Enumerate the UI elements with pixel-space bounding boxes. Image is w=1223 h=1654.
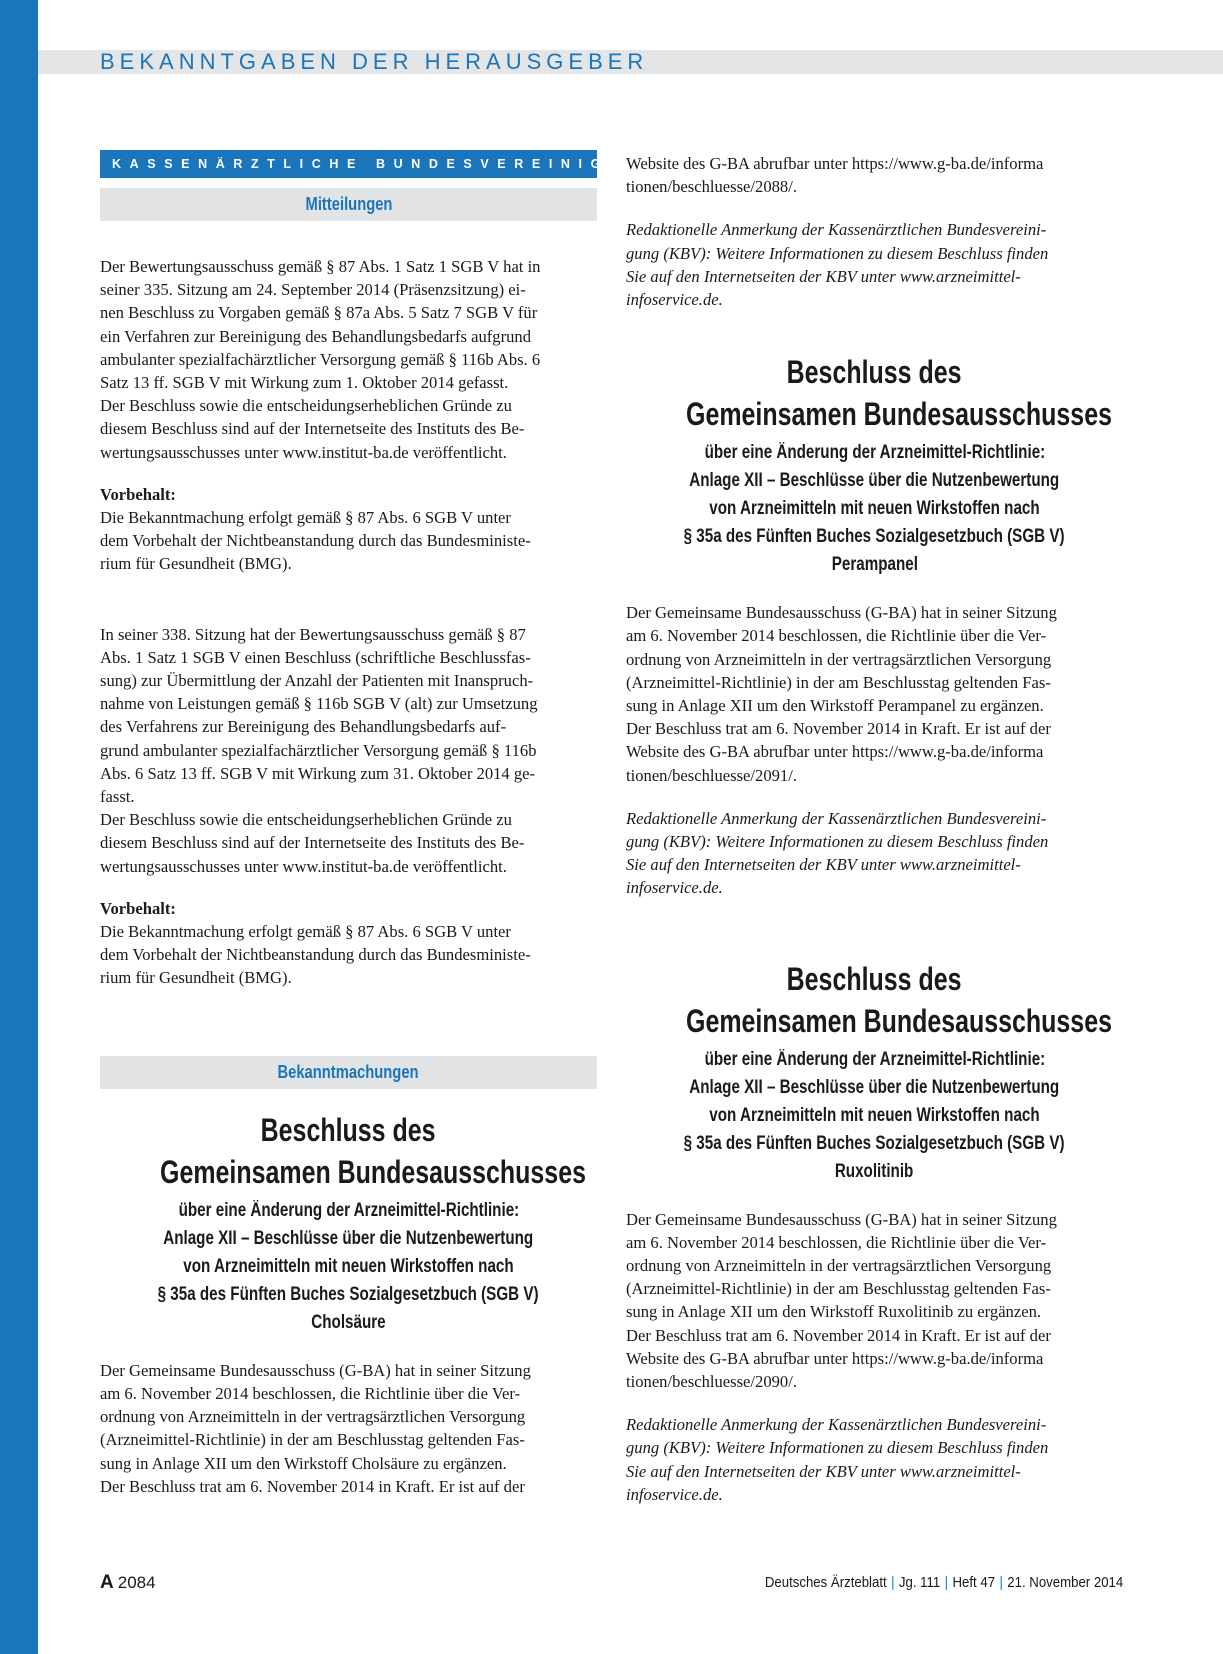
text-line: Der Gemeinsame Bundesausschuss (G-BA) hat in seiner Sitzung: [100, 1360, 531, 1380]
text-line: tionen/beschluesse/2088/.: [626, 177, 797, 197]
beschluss-subtitle: über eine Änderung der Arzneimittel-Richtlinie: Anlage XII – Beschlüsse über die Nutzenbewertung von Arzneimitteln mit neuen Wirkstoffen nach § 35a des Fünften Buches Sozialgesetzbuch (SGB V) Perampanel: [684, 442, 1065, 576]
beschluss-title: Gemeinsamen Bundesausschusses: [160, 1153, 586, 1190]
beschluss-cholsaeure: [100, 1109, 597, 1498]
page-prefix: A: [100, 1572, 114, 1593]
text-line: Der Beschluss sowie die entscheidungserheblichen Gründe zu: [100, 810, 512, 830]
text-line: Der Beschluss trat am 6. November 2014 in Kraft. Er ist auf der: [626, 719, 1051, 739]
left-column: [100, 150, 663, 1498]
mitteilung-1: [100, 255, 597, 464]
footer-separator: |: [999, 1574, 1003, 1591]
bekanntmachungen-heading: Bekanntmachungen: [100, 1056, 597, 1089]
text-line: diesem Beschluss sind auf der Internetseite des Instituts des Be-: [100, 833, 525, 853]
beschluss-ruxolitinib: [626, 958, 1123, 1506]
text-line: (Arzneimittel-Richtlinie) in der am Beschlusstag geltenden Fas-: [626, 672, 1051, 692]
journal-name: Deutsches Ärzteblatt: [764, 1574, 887, 1591]
beschluss-body: [100, 1359, 597, 1498]
text-line: wertungsausschusses unter www.institut-ba.de veröffentlicht.: [100, 442, 507, 462]
text-line: ambulanter spezialfachärztlicher Versorgung gemäß § 116b Abs. 6: [100, 349, 541, 369]
beschluss-perampanel: [626, 351, 1123, 899]
text-line: am 6. November 2014 beschlossen, die Richtlinie über die Ver-: [100, 1383, 521, 1403]
kbv-bar: KASSENÄRZTLICHE BUNDESVEREINIGUNG: [100, 150, 597, 178]
vorbehalt-label: Vorbehalt:: [100, 484, 176, 504]
text-line: fasst.: [100, 787, 135, 807]
text-line: wertungsausschusses unter www.institut-ba.de veröffentlicht.: [100, 856, 507, 876]
vorbehalt-2: [100, 897, 597, 990]
continuation: [626, 152, 1123, 198]
text-line: Der Beschluss sowie die entscheidungserheblichen Gründe zu: [100, 396, 512, 416]
text-line: tionen/beschluesse/2090/.: [626, 1372, 797, 1392]
footer-separator: |: [944, 1574, 948, 1591]
beschluss-title: Beschluss des: [787, 960, 962, 997]
text-line: ordnung von Arzneimitteln in der vertragsärztlichen Versorgung: [100, 1407, 526, 1427]
beschluss-title: Beschluss des: [787, 354, 962, 391]
text-line: Abs. 1 Satz 1 SGB V einen Beschluss (schriftliche Beschlussfas-: [100, 647, 531, 667]
text-line: Der Bewertungsausschuss gemäß § 87 Abs. 1 Satz 1 SGB V hat in: [100, 257, 541, 276]
text-line: Die Bekanntmachung erfolgt gemäß § 87 Abs. 6 SGB V unter: [100, 508, 511, 528]
text-line: ein Verfahren zur Bereinigung des Behandlungsbedarfs aufgrund: [100, 326, 531, 346]
beschluss-title: Beschluss des: [261, 1111, 436, 1148]
vorbehalt-label: Vorbehalt:: [100, 898, 176, 918]
section-title: BEKANNTGABEN DER HERAUSGEBER: [100, 49, 649, 74]
text-line: Die Bekanntmachung erfolgt gemäß § 87 Abs. 6 SGB V unter: [100, 922, 511, 942]
page-number-value: 2084: [117, 1573, 156, 1592]
issue-date: 21. November 2014: [1007, 1574, 1123, 1591]
journal-volume: Jg. 111: [898, 1574, 941, 1591]
text-line: Abs. 6 Satz 13 ff. SGB V mit Wirkung zum 31. Oktober 2014 ge-: [100, 763, 536, 783]
text-line: sung in Anlage XII um den Wirkstoff Cholsäure zu ergänzen.: [100, 1453, 507, 1473]
text-line: Website des G-BA abrufbar unter https://www.g-ba.de/informa: [626, 742, 1044, 762]
text-line: Website des G-BA abrufbar unter https://www.g-ba.de/informa: [626, 1348, 1044, 1368]
text-line: grund ambulanter spezialfachärztlicher Versorgung gemäß § 116b: [100, 740, 537, 760]
text-line: Der Beschluss trat am 6. November 2014 in Kraft. Er ist auf der: [626, 1325, 1051, 1345]
text-line: des Verfahrens zur Bereinigung des Behandlungsbedarfs auf-: [100, 717, 507, 737]
editorial-note-1: Redaktionelle Anmerkung der Kassenärztlichen Bundesvereini- gung (KBV): Weitere Informationen zu diesem Beschluss finden Sie auf den Internetseiten der KBV unter www.arzneimittel- infoservice.de.: [626, 220, 1049, 310]
text-line: diesem Beschluss sind auf der Internetseite des Instituts des Be-: [100, 419, 525, 439]
beschluss-subtitle: über eine Änderung der Arzneimittel-Richtlinie: Anlage XII – Beschlüsse über die Nutzenbewertung von Arzneimitteln mit neuen Wirkstoffen nach § 35a des Fünften Buches Sozialgesetzbuch (SGB V) Cholsäure: [158, 1199, 539, 1333]
text-line: rium für Gesundheit (BMG).: [100, 968, 292, 988]
text-line: am 6. November 2014 beschlossen, die Richtlinie über die Ver-: [626, 626, 1047, 646]
text-line: nahme von Leistungen gemäß § 116b SGB V (alt) zur Umsetzung: [100, 694, 538, 714]
text-line: sung in Anlage XII um den Wirkstoff Perampanel zu ergänzen.: [626, 696, 1044, 716]
text-line: tionen/beschluesse/2091/.: [626, 765, 797, 785]
beschluss-title: Gemeinsamen Bundesausschusses: [686, 396, 1112, 433]
text-line: In seiner 338. Sitzung hat der Bewertungsausschuss gemäß § 87: [100, 624, 526, 644]
text-line: dem Vorbehalt der Nichtbeanstandung durch das Bundesministe-: [100, 531, 531, 551]
editorial-note-3: Redaktionelle Anmerkung der Kassenärztlichen Bundesvereini- gung (KBV): Weitere Informationen zu diesem Beschluss finden Sie auf den Internetseiten der KBV unter www.arzneimittel- infoservice.de.: [626, 1415, 1049, 1504]
footer-separator: |: [890, 1574, 895, 1591]
text-line: Der Gemeinsame Bundesausschuss (G-BA) hat in seiner Sitzung: [626, 603, 1057, 623]
text-line: Satz 13 ff. SGB V mit Wirkung zum 1. Oktober 2014 gefasst.: [100, 373, 509, 393]
left-accent-bar: [0, 0, 38, 1654]
text-line: ordnung von Arzneimitteln in der vertragsärztlichen Versorgung: [626, 649, 1052, 669]
text-line: sung in Anlage XII um den Wirkstoff Ruxolitinib zu ergänzen.: [626, 1302, 1042, 1322]
mitteilungen-heading: Mitteilungen: [100, 188, 597, 221]
text-line: sung) zur Übermittlung der Anzahl der Patienten mit Inanspruch-: [100, 671, 534, 691]
mitteilung-2: [100, 623, 597, 878]
text-line: dem Vorbehalt der Nichtbeanstandung durch das Bundesministe-: [100, 945, 531, 965]
text-line: ordnung von Arzneimitteln in der vertragsärztlichen Versorgung: [626, 1256, 1052, 1276]
beschluss-body: [626, 601, 1123, 787]
editorial-note-2: Redaktionelle Anmerkung der Kassenärztlichen Bundesvereini- gung (KBV): Weitere Informationen zu diesem Beschluss finden Sie auf den Internetseiten der KBV unter www.arzneimittel- infoservice.de.: [626, 808, 1049, 898]
vorbehalt-1: [100, 483, 597, 576]
footer-citation: [765, 1574, 1123, 1591]
text-line: nen Beschluss zu Vorgaben gemäß § 87a Abs. 5 Satz 7 SGB V für: [100, 303, 538, 323]
text-line: (Arzneimittel-Richtlinie) in der am Beschlusstag geltenden Fas-: [626, 1279, 1051, 1299]
text-line: seiner 335. Sitzung am 24. September 2014 (Präsenzsitzung) ei-: [100, 280, 526, 300]
page-number: [100, 1572, 156, 1594]
beschluss-subtitle: über eine Änderung der Arzneimittel-Richtlinie: Anlage XII – Beschlüsse über die Nutzenbewertung von Arzneimitteln mit neuen Wirkstoffen nach § 35a des Fünften Buches Sozialgesetzbuch (SGB V) Ruxolitinib: [684, 1048, 1065, 1182]
text-line: Der Beschluss trat am 6. November 2014 in Kraft. Er ist auf der: [100, 1476, 525, 1496]
beschluss-title: Gemeinsamen Bundesausschusses: [686, 1002, 1112, 1039]
text-line: Der Gemeinsame Bundesausschuss (G-BA) hat in seiner Sitzung: [626, 1209, 1057, 1229]
text-line: Website des G-BA abrufbar unter https://www.g-ba.de/informa: [626, 154, 1044, 173]
text-line: am 6. November 2014 beschlossen, die Richtlinie über die Ver-: [626, 1232, 1047, 1252]
beschluss-body: [626, 1208, 1123, 1394]
text-line: (Arzneimittel-Richtlinie) in der am Beschlusstag geltenden Fas-: [100, 1430, 525, 1450]
right-column: [626, 152, 1123, 1506]
text-line: rium für Gesundheit (BMG).: [100, 554, 292, 574]
journal-issue: Heft 47: [952, 1574, 995, 1591]
